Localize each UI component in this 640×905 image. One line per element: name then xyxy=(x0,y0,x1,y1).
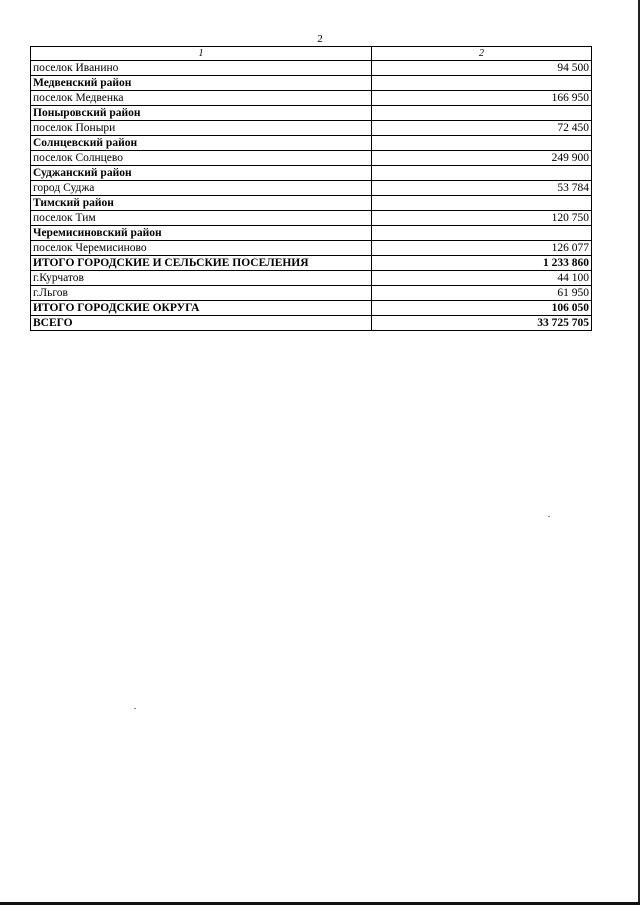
row-value: 120 750 xyxy=(372,211,592,226)
row-value xyxy=(372,196,592,211)
total-value: 106 050 xyxy=(372,301,592,316)
row-value: 94 500 xyxy=(372,61,592,76)
total-value: 1 233 860 xyxy=(372,256,592,271)
row-value: 61 950 xyxy=(372,286,592,301)
row-value xyxy=(372,166,592,181)
column-header-1: 1 xyxy=(31,47,372,61)
row-value: 126 077 xyxy=(372,241,592,256)
table-row xyxy=(31,241,592,256)
table-row xyxy=(31,121,592,136)
row-value xyxy=(372,106,592,121)
row-name: поселок Иванино xyxy=(31,61,372,76)
total-label: ИТОГО ГОРОДСКИЕ И СЕЛЬСКИЕ ПОСЕЛЕНИЯ xyxy=(31,256,372,271)
table-row xyxy=(31,151,592,166)
district-name: Солнцевский район xyxy=(31,136,372,151)
total-row-settlements xyxy=(31,256,592,271)
scan-speck xyxy=(548,516,550,517)
row-value xyxy=(372,226,592,241)
grand-total-value: 33 725 705 xyxy=(372,316,592,331)
row-value xyxy=(372,76,592,91)
district-name: Медвенский район xyxy=(31,76,372,91)
table-row xyxy=(31,211,592,226)
district-name: Поныровский район xyxy=(31,106,372,121)
grand-total-label: ВСЕГО xyxy=(31,316,372,331)
row-name: г.Курчатов xyxy=(31,271,372,286)
row-name: г.Льгов xyxy=(31,286,372,301)
district-name: Тимский район xyxy=(31,196,372,211)
row-value: 166 950 xyxy=(372,91,592,106)
district-row xyxy=(31,166,592,181)
total-label: ИТОГО ГОРОДСКИЕ ОКРУГА xyxy=(31,301,372,316)
row-name: город Суджа xyxy=(31,181,372,196)
row-name: поселок Медвенка xyxy=(31,91,372,106)
district-row xyxy=(31,196,592,211)
grand-total-row xyxy=(31,316,592,331)
table-row xyxy=(31,271,592,286)
scan-speck xyxy=(134,708,136,709)
row-value xyxy=(372,136,592,151)
table-row xyxy=(31,286,592,301)
table-row xyxy=(31,91,592,106)
district-row xyxy=(31,226,592,241)
row-value: 53 784 xyxy=(372,181,592,196)
row-name: поселок Черемисиново xyxy=(31,241,372,256)
table-row xyxy=(31,181,592,196)
district-row xyxy=(31,136,592,151)
row-name: поселок Солнцево xyxy=(31,151,372,166)
row-value: 72 450 xyxy=(372,121,592,136)
total-row-city-districts xyxy=(31,301,592,316)
district-row xyxy=(31,106,592,121)
row-name: поселок Поныри xyxy=(31,121,372,136)
district-row xyxy=(31,76,592,91)
row-name: поселок Тим xyxy=(31,211,372,226)
district-name: Суджанский район xyxy=(31,166,372,181)
district-name: Черемисиновский район xyxy=(31,226,372,241)
page-number: 2 xyxy=(317,33,323,45)
row-value: 249 900 xyxy=(372,151,592,166)
row-value: 44 100 xyxy=(372,271,592,286)
budget-table xyxy=(30,46,592,331)
table-header-row xyxy=(31,47,592,61)
table-row xyxy=(31,61,592,76)
column-header-2: 2 xyxy=(372,47,592,61)
